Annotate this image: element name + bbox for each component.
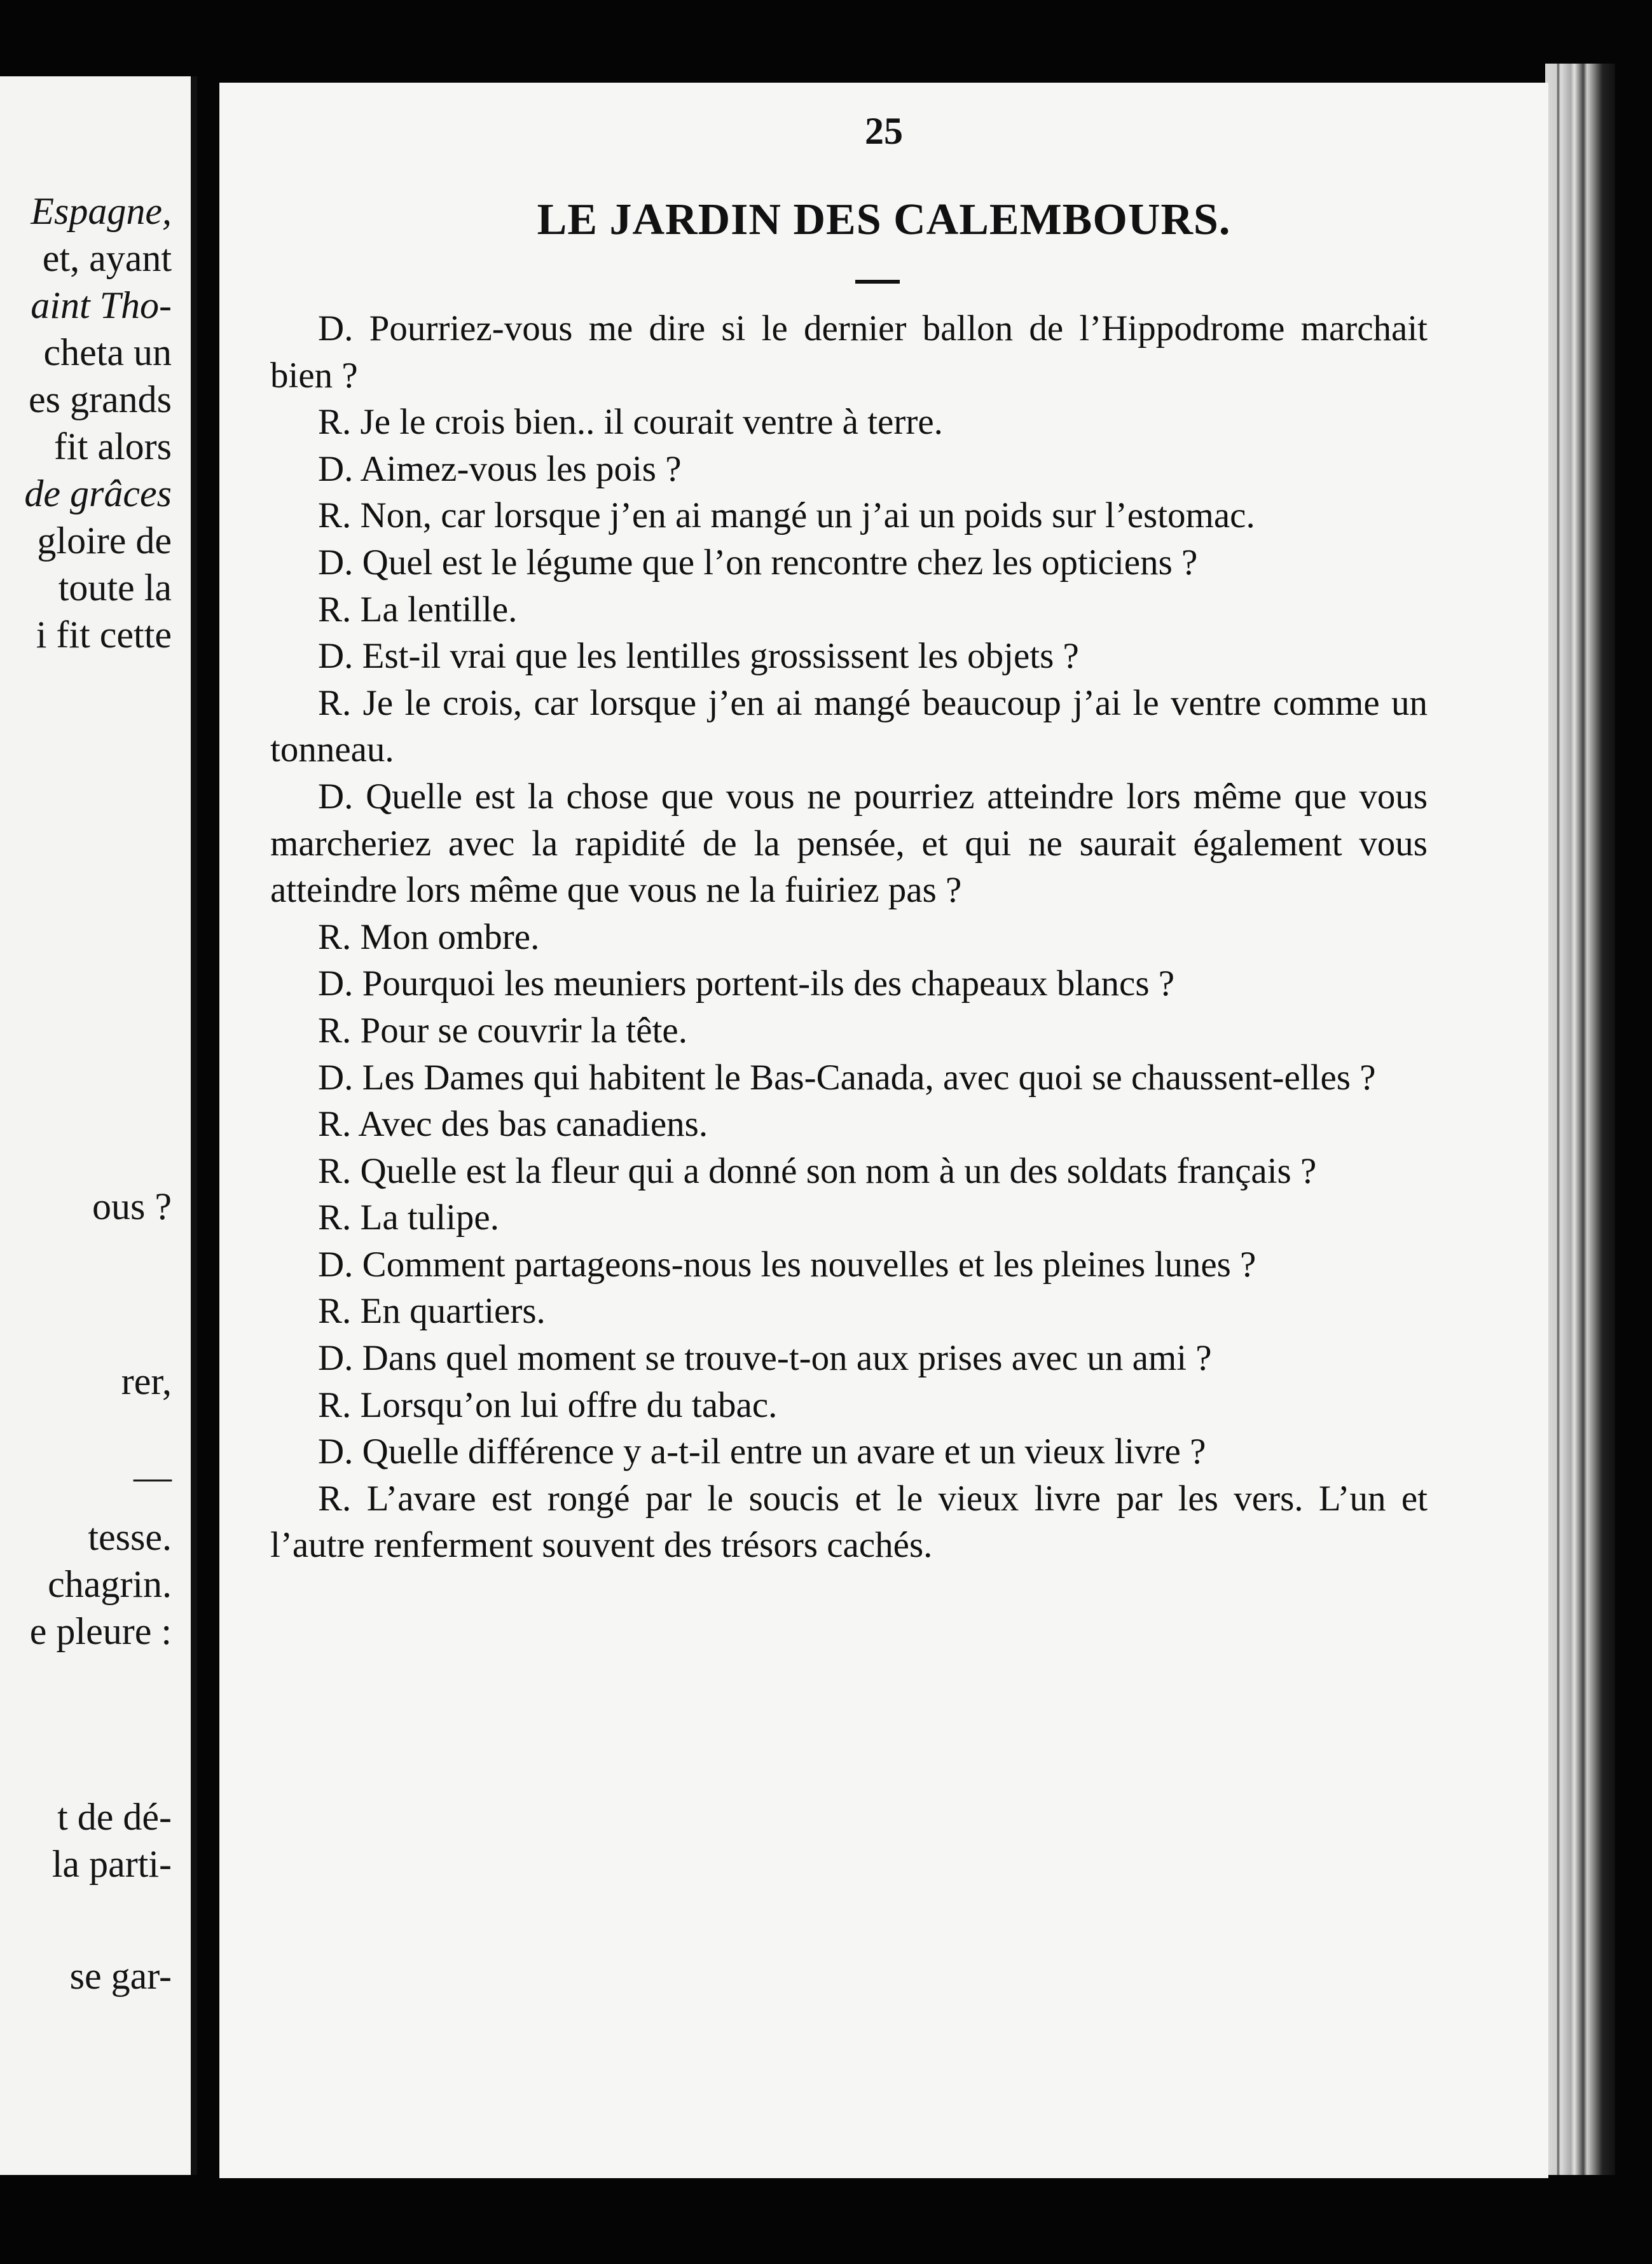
entry-text: L’avare est rongé par le soucis et le vieux livre par les vers. L’un et l’autre renferment souvent des trésors cachés. <box>270 1478 1428 1566</box>
left-fragment: es grands <box>29 378 172 420</box>
left-fragment: i fit cette <box>36 614 172 656</box>
dialogue-entry <box>270 305 1428 399</box>
entry-text: Comment partageons-nous les nouvelles et les pleines lunes ? <box>362 1244 1256 1285</box>
left-fragment: ous ? <box>92 1185 172 1227</box>
speaker-label: D. <box>318 448 354 489</box>
dialogue-entry <box>270 1148 1428 1195</box>
left-fragment: la parti- <box>52 1843 172 1885</box>
dialogue-entry <box>270 914 1428 961</box>
speaker-label: D. <box>318 308 354 349</box>
dialogue-entry <box>270 1241 1428 1288</box>
entry-text: Pourriez-vous me dire si le dernier ballon de l’Hippodrome marchait bien ? <box>270 308 1428 396</box>
page-edges <box>1545 64 1615 2175</box>
speaker-label: D. <box>318 1432 354 1472</box>
left-fragment: chagrin. <box>48 1563 172 1605</box>
left-fragment: cheta un <box>43 331 172 373</box>
dialogue-entry <box>270 446 1428 493</box>
entry-text: Aimez-vous les pois ? <box>360 448 682 489</box>
left-fragment: e pleure : <box>29 1610 172 1652</box>
title-rule <box>855 280 900 284</box>
entry-text: Quelle différence y a-t-il entre un avare et un vieux livre ? <box>362 1432 1206 1472</box>
left-fragment: toute la <box>58 567 172 609</box>
dialogue-entry <box>270 586 1428 633</box>
dialogue-entry <box>270 1054 1428 1101</box>
dialogue-entry <box>270 1007 1428 1054</box>
entry-text: Quelle est la chose que vous ne pourriez atteindre lors même que vous marcheriez avec la rapidité de la pensée, et qui ne saurait également vous atteindre lors même que vous ne la fuiriez pas ? <box>270 776 1428 911</box>
speaker-label: R. <box>318 916 352 957</box>
entry-text: Dans quel moment se trouve-t-on aux prises avec un ami ? <box>362 1338 1212 1379</box>
entry-text: Avec des bas canadiens. <box>358 1104 708 1145</box>
entry-text: Pour se couvrir la tête. <box>360 1010 687 1051</box>
dialogue-entry <box>270 539 1428 586</box>
dialogue-entry <box>270 633 1428 680</box>
speaker-label: R. <box>318 589 352 630</box>
left-fragment: tesse. <box>88 1516 172 1558</box>
entry-text: Les Dames qui habitent le Bas-Canada, avec quoi se chaussent-elles ? <box>362 1057 1376 1098</box>
entry-text: Je le crois bien.. il courait ventre à terre. <box>360 402 943 443</box>
left-fragment: t de dé- <box>57 1796 172 1838</box>
dialogue-body <box>270 305 1428 1569</box>
entry-text: Je le crois, car lorsque j’en ai mangé beaucoup j’ai le ventre comme un tonneau. <box>270 682 1428 770</box>
dialogue-entry <box>270 492 1428 539</box>
entry-text: Quel est le légume que l’on rencontre chez les opticiens ? <box>362 542 1198 583</box>
left-fragment: se gar- <box>69 1955 172 1997</box>
speaker-label: R. <box>318 682 352 723</box>
current-page <box>219 83 1548 2178</box>
dialogue-entry <box>270 773 1428 914</box>
left-fragment: — <box>134 1456 172 1498</box>
speaker-label: D. <box>318 963 354 1004</box>
entry-text: La lentille. <box>360 589 518 630</box>
speaker-label: D. <box>318 776 354 817</box>
left-fragment: fit alors <box>54 425 172 467</box>
speaker-label: D. <box>318 542 354 583</box>
entry-text: La tulipe. <box>360 1198 499 1238</box>
entry-text: Lorsqu’on lui offre du tabac. <box>360 1384 778 1425</box>
entry-text: En quartiers. <box>360 1291 546 1332</box>
entry-text: Quelle est la fleur qui a donné son nom à un des soldats français ? <box>360 1150 1317 1191</box>
dialogue-entry <box>270 680 1428 773</box>
entry-text: Pourquoi les meuniers portent-ils des chapeaux blancs ? <box>362 963 1175 1004</box>
speaker-label: R. <box>318 1478 352 1519</box>
speaker-label: R. <box>318 1384 352 1425</box>
speaker-label: D. <box>318 1338 354 1379</box>
speaker-label: D. <box>318 1057 354 1098</box>
page-title: LE JARDIN DES CALEMBOURS. <box>537 195 1231 244</box>
dialogue-entry <box>270 1428 1428 1475</box>
previous-page-strip <box>0 76 197 2175</box>
speaker-label: R. <box>318 1150 352 1191</box>
entry-text: Mon ombre. <box>360 916 540 957</box>
dialogue-entry <box>270 1382 1428 1429</box>
dialogue-entry <box>270 1288 1428 1335</box>
speaker-label: R. <box>318 1291 352 1332</box>
entry-text: Non, car lorsque j’en ai mangé un j’ai un poids sur l’estomac. <box>360 495 1255 536</box>
dialogue-entry <box>270 960 1428 1007</box>
dialogue-entry <box>270 1101 1428 1148</box>
speaker-label: R. <box>318 402 352 443</box>
left-fragment: rer, <box>121 1360 172 1402</box>
speaker-label: D. <box>318 636 354 677</box>
left-fragment: et, ayant <box>42 237 172 279</box>
speaker-label: R. <box>318 495 352 536</box>
speaker-label: D. <box>318 1244 354 1285</box>
page-number: 25 <box>865 110 903 152</box>
left-fragment: aint Tho- <box>31 284 172 326</box>
left-fragment: gloire de <box>37 520 172 562</box>
dialogue-entry <box>270 1335 1428 1382</box>
left-fragment: Espagne, <box>31 190 172 232</box>
dialogue-entry <box>270 1194 1428 1241</box>
speaker-label: R. <box>318 1010 352 1051</box>
left-fragment: de grâces <box>24 473 172 514</box>
speaker-label: R. <box>318 1104 352 1145</box>
entry-text: Est-il vrai que les lentilles grossissent les objets ? <box>362 636 1079 677</box>
speaker-label: R. <box>318 1198 352 1238</box>
dialogue-entry <box>270 1475 1428 1569</box>
dialogue-entry <box>270 399 1428 446</box>
